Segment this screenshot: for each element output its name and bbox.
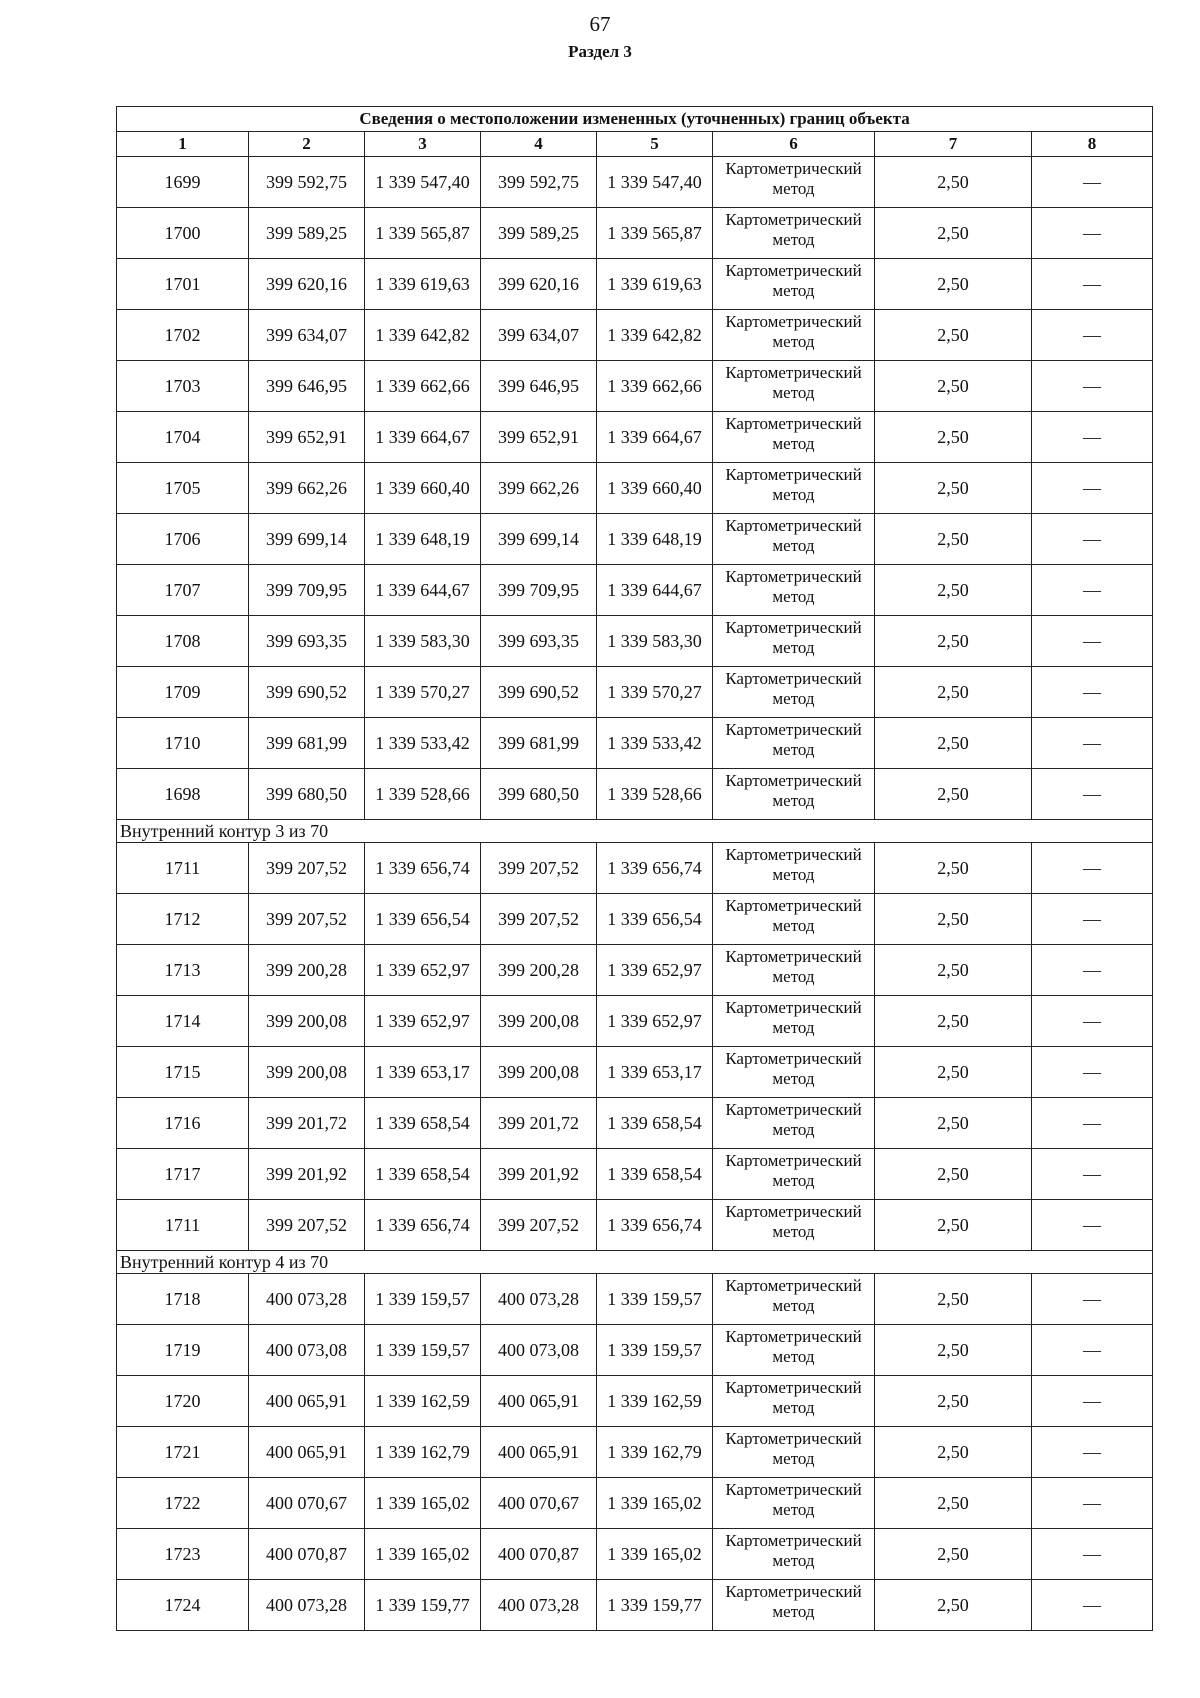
method-cell: Картометрический метод (713, 1427, 875, 1478)
table-row (117, 667, 1153, 718)
y-existing-cell: 1 339 656,74 (365, 843, 481, 894)
x-refined-cell: 399 207,52 (481, 843, 597, 894)
notes-cell: — (1032, 1376, 1153, 1427)
table-row (117, 1427, 1153, 1478)
table-row (117, 1149, 1153, 1200)
x-existing-cell: 399 200,08 (249, 996, 365, 1047)
x-refined-cell: 399 646,95 (481, 361, 597, 412)
x-existing-cell: 399 652,91 (249, 412, 365, 463)
method-cell: Картометрический метод (713, 565, 875, 616)
accuracy-cell: 2,50 (875, 1478, 1032, 1529)
method-cell: Картометрический метод (713, 894, 875, 945)
accuracy-cell: 2,50 (875, 412, 1032, 463)
y-existing-cell: 1 339 660,40 (365, 463, 481, 514)
notes-cell: — (1032, 1427, 1153, 1478)
x-existing-cell: 400 073,08 (249, 1325, 365, 1376)
x-refined-cell: 400 073,08 (481, 1325, 597, 1376)
y-existing-cell: 1 339 528,66 (365, 769, 481, 820)
table-row (117, 843, 1153, 894)
x-refined-cell: 399 201,72 (481, 1098, 597, 1149)
notes-cell: — (1032, 996, 1153, 1047)
y-refined-cell: 1 339 565,87 (597, 208, 713, 259)
x-refined-cell: 399 681,99 (481, 718, 597, 769)
table-row (117, 1047, 1153, 1098)
notes-cell: — (1032, 514, 1153, 565)
point-number-cell: 1724 (117, 1580, 249, 1631)
x-existing-cell: 400 065,91 (249, 1376, 365, 1427)
accuracy-cell: 2,50 (875, 310, 1032, 361)
method-cell: Картометрический метод (713, 996, 875, 1047)
point-number-cell: 1701 (117, 259, 249, 310)
point-number-cell: 1709 (117, 667, 249, 718)
y-refined-cell: 1 339 656,54 (597, 894, 713, 945)
method-cell: Картометрический метод (713, 667, 875, 718)
table-body (117, 157, 1153, 1631)
y-refined-cell: 1 339 656,74 (597, 1200, 713, 1251)
y-existing-cell: 1 339 658,54 (365, 1098, 481, 1149)
point-number-cell: 1703 (117, 361, 249, 412)
column-number-row (117, 132, 1153, 157)
point-number-cell: 1714 (117, 996, 249, 1047)
x-refined-cell: 399 592,75 (481, 157, 597, 208)
table-row (117, 157, 1153, 208)
x-existing-cell: 400 070,87 (249, 1529, 365, 1580)
notes-cell: — (1032, 412, 1153, 463)
notes-cell: — (1032, 208, 1153, 259)
column-number: 5 (597, 132, 713, 157)
accuracy-cell: 2,50 (875, 514, 1032, 565)
y-existing-cell: 1 339 642,82 (365, 310, 481, 361)
x-existing-cell: 399 200,28 (249, 945, 365, 996)
x-existing-cell: 399 207,52 (249, 894, 365, 945)
table-row (117, 718, 1153, 769)
table-row (117, 463, 1153, 514)
point-number-cell: 1715 (117, 1047, 249, 1098)
x-refined-cell: 399 201,92 (481, 1149, 597, 1200)
table-row (117, 616, 1153, 667)
contour-header-row (117, 820, 1153, 843)
table-row (117, 259, 1153, 310)
x-existing-cell: 399 589,25 (249, 208, 365, 259)
y-refined-cell: 1 339 658,54 (597, 1098, 713, 1149)
notes-cell: — (1032, 894, 1153, 945)
y-refined-cell: 1 339 159,57 (597, 1274, 713, 1325)
column-number: 2 (249, 132, 365, 157)
x-refined-cell: 399 662,26 (481, 463, 597, 514)
x-existing-cell: 399 699,14 (249, 514, 365, 565)
y-refined-cell: 1 339 652,97 (597, 945, 713, 996)
point-number-cell: 1713 (117, 945, 249, 996)
y-refined-cell: 1 339 528,66 (597, 769, 713, 820)
y-existing-cell: 1 339 648,19 (365, 514, 481, 565)
notes-cell: — (1032, 945, 1153, 996)
point-number-cell: 1717 (117, 1149, 249, 1200)
contour-label: Внутренний контур 4 из 70 (117, 1251, 1153, 1274)
point-number-cell: 1704 (117, 412, 249, 463)
column-number: 6 (713, 132, 875, 157)
y-existing-cell: 1 339 159,77 (365, 1580, 481, 1631)
column-number: 8 (1032, 132, 1153, 157)
y-existing-cell: 1 339 162,59 (365, 1376, 481, 1427)
notes-cell: — (1032, 259, 1153, 310)
y-refined-cell: 1 339 165,02 (597, 1478, 713, 1529)
table-row (117, 1200, 1153, 1251)
accuracy-cell: 2,50 (875, 843, 1032, 894)
contour-label: Внутренний контур 3 из 70 (117, 820, 1153, 843)
y-existing-cell: 1 339 159,57 (365, 1274, 481, 1325)
table-row (117, 1098, 1153, 1149)
method-cell: Картометрический метод (713, 1200, 875, 1251)
accuracy-cell: 2,50 (875, 259, 1032, 310)
y-refined-cell: 1 339 165,02 (597, 1529, 713, 1580)
method-cell: Картометрический метод (713, 1376, 875, 1427)
x-refined-cell: 399 680,50 (481, 769, 597, 820)
x-refined-cell: 399 690,52 (481, 667, 597, 718)
y-existing-cell: 1 339 165,02 (365, 1478, 481, 1529)
point-number-cell: 1722 (117, 1478, 249, 1529)
y-existing-cell: 1 339 565,87 (365, 208, 481, 259)
accuracy-cell: 2,50 (875, 565, 1032, 616)
x-refined-cell: 400 070,87 (481, 1529, 597, 1580)
method-cell: Картометрический метод (713, 310, 875, 361)
table-row (117, 1580, 1153, 1631)
method-cell: Картометрический метод (713, 1274, 875, 1325)
accuracy-cell: 2,50 (875, 1427, 1032, 1478)
x-existing-cell: 399 200,08 (249, 1047, 365, 1098)
accuracy-cell: 2,50 (875, 1098, 1032, 1149)
notes-cell: — (1032, 1098, 1153, 1149)
accuracy-cell: 2,50 (875, 361, 1032, 412)
section-title: Раздел 3 (568, 42, 632, 61)
method-cell: Картометрический метод (713, 157, 875, 208)
x-refined-cell: 399 620,16 (481, 259, 597, 310)
table-row (117, 945, 1153, 996)
method-cell: Картометрический метод (713, 1325, 875, 1376)
x-existing-cell: 400 065,91 (249, 1427, 365, 1478)
x-existing-cell: 399 709,95 (249, 565, 365, 616)
accuracy-cell: 2,50 (875, 945, 1032, 996)
accuracy-cell: 2,50 (875, 1325, 1032, 1376)
y-existing-cell: 1 339 664,67 (365, 412, 481, 463)
method-cell: Картометрический метод (713, 514, 875, 565)
point-number-cell: 1708 (117, 616, 249, 667)
point-number-cell: 1718 (117, 1274, 249, 1325)
point-number-cell: 1711 (117, 843, 249, 894)
point-number-cell: 1711 (117, 1200, 249, 1251)
x-refined-cell: 399 652,91 (481, 412, 597, 463)
x-refined-cell: 400 073,28 (481, 1580, 597, 1631)
table-row (117, 208, 1153, 259)
x-existing-cell: 399 201,72 (249, 1098, 365, 1149)
y-refined-cell: 1 339 644,67 (597, 565, 713, 616)
y-existing-cell: 1 339 570,27 (365, 667, 481, 718)
y-refined-cell: 1 339 162,59 (597, 1376, 713, 1427)
x-existing-cell: 399 681,99 (249, 718, 365, 769)
x-refined-cell: 399 634,07 (481, 310, 597, 361)
notes-cell: — (1032, 769, 1153, 820)
y-refined-cell: 1 339 162,79 (597, 1427, 713, 1478)
point-number-cell: 1698 (117, 769, 249, 820)
y-refined-cell: 1 339 642,82 (597, 310, 713, 361)
method-cell: Картометрический метод (713, 945, 875, 996)
accuracy-cell: 2,50 (875, 1200, 1032, 1251)
y-refined-cell: 1 339 547,40 (597, 157, 713, 208)
table-row (117, 361, 1153, 412)
accuracy-cell: 2,50 (875, 463, 1032, 514)
notes-cell: — (1032, 310, 1153, 361)
notes-cell: — (1032, 667, 1153, 718)
accuracy-cell: 2,50 (875, 1580, 1032, 1631)
column-number: 3 (365, 132, 481, 157)
x-existing-cell: 399 634,07 (249, 310, 365, 361)
accuracy-cell: 2,50 (875, 667, 1032, 718)
table-row (117, 894, 1153, 945)
notes-cell: — (1032, 565, 1153, 616)
y-existing-cell: 1 339 652,97 (365, 945, 481, 996)
x-refined-cell: 399 207,52 (481, 894, 597, 945)
accuracy-cell: 2,50 (875, 894, 1032, 945)
point-number-cell: 1699 (117, 157, 249, 208)
y-existing-cell: 1 339 653,17 (365, 1047, 481, 1098)
point-number-cell: 1700 (117, 208, 249, 259)
x-refined-cell: 399 200,28 (481, 945, 597, 996)
x-existing-cell: 400 073,28 (249, 1274, 365, 1325)
y-existing-cell: 1 339 547,40 (365, 157, 481, 208)
notes-cell: — (1032, 1580, 1153, 1631)
x-refined-cell: 399 200,08 (481, 1047, 597, 1098)
method-cell: Картометрический метод (713, 463, 875, 514)
notes-cell: — (1032, 1149, 1153, 1200)
table-row (117, 769, 1153, 820)
notes-cell: — (1032, 718, 1153, 769)
point-number-cell: 1721 (117, 1427, 249, 1478)
y-existing-cell: 1 339 583,30 (365, 616, 481, 667)
method-cell: Картометрический метод (713, 1478, 875, 1529)
notes-cell: — (1032, 1274, 1153, 1325)
x-refined-cell: 400 073,28 (481, 1274, 597, 1325)
accuracy-cell: 2,50 (875, 1149, 1032, 1200)
accuracy-cell: 2,50 (875, 1529, 1032, 1580)
point-number-cell: 1723 (117, 1529, 249, 1580)
method-cell: Картометрический метод (713, 1047, 875, 1098)
y-refined-cell: 1 339 652,97 (597, 996, 713, 1047)
accuracy-cell: 2,50 (875, 769, 1032, 820)
x-refined-cell: 399 200,08 (481, 996, 597, 1047)
method-cell: Картометрический метод (713, 361, 875, 412)
method-cell: Картометрический метод (713, 1580, 875, 1631)
y-existing-cell: 1 339 658,54 (365, 1149, 481, 1200)
x-existing-cell: 399 693,35 (249, 616, 365, 667)
point-number-cell: 1707 (117, 565, 249, 616)
column-number: 4 (481, 132, 597, 157)
point-number-cell: 1702 (117, 310, 249, 361)
table-caption: Сведения о местоположении измененных (уточненных) границ объекта (117, 107, 1153, 132)
table-row (117, 1376, 1153, 1427)
notes-cell: — (1032, 157, 1153, 208)
x-existing-cell: 399 592,75 (249, 157, 365, 208)
method-cell: Картометрический метод (713, 208, 875, 259)
point-number-cell: 1705 (117, 463, 249, 514)
notes-cell: — (1032, 1200, 1153, 1251)
method-cell: Картометрический метод (713, 718, 875, 769)
notes-cell: — (1032, 843, 1153, 894)
accuracy-cell: 2,50 (875, 718, 1032, 769)
point-number-cell: 1710 (117, 718, 249, 769)
notes-cell: — (1032, 616, 1153, 667)
accuracy-cell: 2,50 (875, 1274, 1032, 1325)
notes-cell: — (1032, 463, 1153, 514)
x-existing-cell: 399 680,50 (249, 769, 365, 820)
x-existing-cell: 399 207,52 (249, 843, 365, 894)
column-number: 1 (117, 132, 249, 157)
table-row (117, 565, 1153, 616)
x-refined-cell: 399 699,14 (481, 514, 597, 565)
x-refined-cell: 400 065,91 (481, 1376, 597, 1427)
table-row (117, 412, 1153, 463)
method-cell: Картометрический метод (713, 1149, 875, 1200)
point-number-cell: 1719 (117, 1325, 249, 1376)
accuracy-cell: 2,50 (875, 996, 1032, 1047)
y-existing-cell: 1 339 656,74 (365, 1200, 481, 1251)
method-cell: Картометрический метод (713, 843, 875, 894)
y-refined-cell: 1 339 159,77 (597, 1580, 713, 1631)
table-row (117, 1478, 1153, 1529)
x-refined-cell: 399 693,35 (481, 616, 597, 667)
table-row (117, 1529, 1153, 1580)
x-refined-cell: 399 589,25 (481, 208, 597, 259)
page-number: 67 (589, 12, 611, 36)
x-existing-cell: 399 690,52 (249, 667, 365, 718)
y-existing-cell: 1 339 533,42 (365, 718, 481, 769)
x-refined-cell: 400 065,91 (481, 1427, 597, 1478)
method-cell: Картометрический метод (713, 412, 875, 463)
y-refined-cell: 1 339 658,54 (597, 1149, 713, 1200)
notes-cell: — (1032, 1529, 1153, 1580)
y-refined-cell: 1 339 662,66 (597, 361, 713, 412)
x-existing-cell: 400 070,67 (249, 1478, 365, 1529)
x-existing-cell: 399 646,95 (249, 361, 365, 412)
y-existing-cell: 1 339 644,67 (365, 565, 481, 616)
accuracy-cell: 2,50 (875, 1376, 1032, 1427)
table-row (117, 1274, 1153, 1325)
y-existing-cell: 1 339 656,54 (365, 894, 481, 945)
contour-header-row (117, 1251, 1153, 1274)
notes-cell: — (1032, 1478, 1153, 1529)
x-existing-cell: 399 662,26 (249, 463, 365, 514)
method-cell: Картометрический метод (713, 769, 875, 820)
y-refined-cell: 1 339 648,19 (597, 514, 713, 565)
table-row (117, 514, 1153, 565)
x-refined-cell: 399 709,95 (481, 565, 597, 616)
accuracy-cell: 2,50 (875, 208, 1032, 259)
method-cell: Картометрический метод (713, 1098, 875, 1149)
y-existing-cell: 1 339 165,02 (365, 1529, 481, 1580)
y-refined-cell: 1 339 653,17 (597, 1047, 713, 1098)
method-cell: Картометрический метод (713, 259, 875, 310)
y-refined-cell: 1 339 570,27 (597, 667, 713, 718)
x-existing-cell: 399 201,92 (249, 1149, 365, 1200)
accuracy-cell: 2,50 (875, 157, 1032, 208)
y-refined-cell: 1 339 656,74 (597, 843, 713, 894)
method-cell: Картометрический метод (713, 616, 875, 667)
y-existing-cell: 1 339 662,66 (365, 361, 481, 412)
column-number: 7 (875, 132, 1032, 157)
y-refined-cell: 1 339 660,40 (597, 463, 713, 514)
notes-cell: — (1032, 361, 1153, 412)
y-refined-cell: 1 339 159,57 (597, 1325, 713, 1376)
point-number-cell: 1712 (117, 894, 249, 945)
table-row (117, 310, 1153, 361)
table-row (117, 1325, 1153, 1376)
y-refined-cell: 1 339 664,67 (597, 412, 713, 463)
y-existing-cell: 1 339 159,57 (365, 1325, 481, 1376)
y-existing-cell: 1 339 162,79 (365, 1427, 481, 1478)
x-existing-cell: 399 207,52 (249, 1200, 365, 1251)
y-existing-cell: 1 339 619,63 (365, 259, 481, 310)
y-existing-cell: 1 339 652,97 (365, 996, 481, 1047)
table-row (117, 996, 1153, 1047)
accuracy-cell: 2,50 (875, 616, 1032, 667)
x-existing-cell: 400 073,28 (249, 1580, 365, 1631)
x-refined-cell: 400 070,67 (481, 1478, 597, 1529)
coordinates-table (116, 106, 1153, 1631)
method-cell: Картометрический метод (713, 1529, 875, 1580)
x-existing-cell: 399 620,16 (249, 259, 365, 310)
notes-cell: — (1032, 1047, 1153, 1098)
x-refined-cell: 399 207,52 (481, 1200, 597, 1251)
notes-cell: — (1032, 1325, 1153, 1376)
y-refined-cell: 1 339 583,30 (597, 616, 713, 667)
y-refined-cell: 1 339 533,42 (597, 718, 713, 769)
point-number-cell: 1706 (117, 514, 249, 565)
point-number-cell: 1716 (117, 1098, 249, 1149)
accuracy-cell: 2,50 (875, 1047, 1032, 1098)
point-number-cell: 1720 (117, 1376, 249, 1427)
y-refined-cell: 1 339 619,63 (597, 259, 713, 310)
